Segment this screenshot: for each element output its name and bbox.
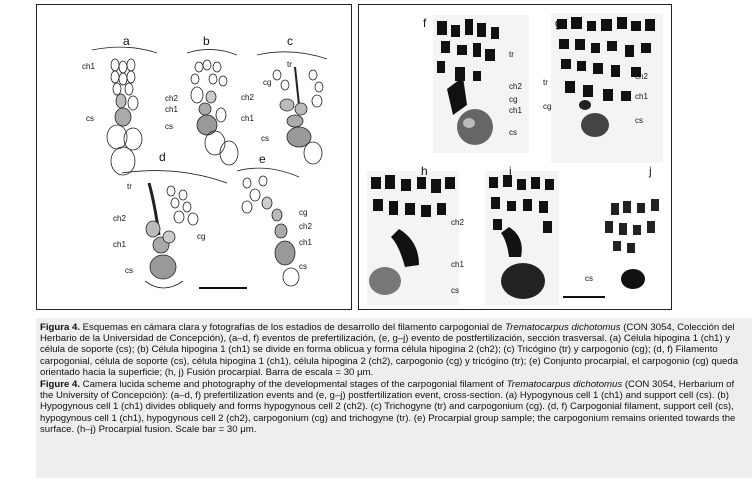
- label-ch1: ch1: [241, 114, 254, 123]
- panel-letter-e: e: [259, 152, 266, 166]
- label-ch2: ch2: [165, 94, 178, 103]
- panel-letter-d: d: [159, 150, 166, 164]
- caption-text-en-1: Camera lucida scheme and photography of the developmental stages of the carpogonial filament of: [79, 379, 507, 391]
- panel-letter-b: b: [203, 34, 210, 48]
- caption-label-es: Figura 4.: [40, 322, 80, 333]
- label-cs: cs: [165, 122, 173, 131]
- label-cg: cg: [263, 78, 272, 87]
- label-ch2: ch2: [635, 72, 648, 81]
- label-cs: cs: [86, 114, 94, 123]
- panel-letter-c: c: [287, 34, 293, 48]
- photo-g: [551, 13, 663, 163]
- figure-caption: [36, 318, 752, 478]
- label-ch1: ch1: [165, 105, 178, 114]
- label-ch1: ch1: [299, 238, 312, 247]
- label-ch2: ch2: [113, 214, 126, 223]
- sketch-panel: [36, 4, 352, 310]
- caption-english: [40, 379, 748, 435]
- label-cs: cs: [299, 262, 307, 271]
- label-ch2: ch2: [299, 222, 312, 231]
- species-name: Trematocarpus dichotomus: [506, 379, 623, 391]
- photo-panel: [358, 4, 672, 310]
- label-ch1: ch1: [635, 92, 648, 101]
- panel-letter-j: j: [649, 164, 652, 178]
- panel-letter-f: f: [423, 16, 427, 30]
- caption-spanish: [40, 322, 748, 378]
- photo-h: [367, 171, 459, 305]
- photo-micrographs: [359, 5, 671, 309]
- label-tr: tr: [127, 182, 132, 191]
- caption-label-en: Figure 4.: [40, 379, 80, 391]
- label-cg: cg: [543, 102, 552, 111]
- label-cs: cs: [125, 266, 133, 275]
- label-cg: cg: [509, 95, 518, 104]
- label-ch1: ch1: [509, 106, 522, 115]
- caption-text-es-1: Esquemas en cámara clara y fotografías de los estadios de desarrollo del filamento carpogonial de: [79, 322, 506, 333]
- species-name: Trematocarpus dichotomus: [505, 322, 621, 333]
- panel-letter-a: a: [123, 34, 130, 48]
- caption-text-es-2: (CON 3054, Colección del Herbario de la Universidad de Concepción), (a–d, f) eventos de prefertilización, (e, g–j) evento de postfertilización, sección trasversal. (a) Célula hipogina 1 (ch1) y célula de soporte (cs); (b) Célula hipogina 1 (ch1) se divide en forma oblicua y forma célula hipogina 2 (ch2); (c) Tricógino (tr) y carpogonio (cg); (d, f) Filamento carpogonial, célula de soporte (cs), célula hipogina 1 (ch1), célula hipogina 2 (ch2), carpogonio (cg) y tricógino (tr); (e) Conjunto procarpial, el carpogonio (cg) queda orientado hacia la superficie; (h, j) Fusión procarpial. Barra de escala = 30 μm.: [40, 322, 739, 378]
- label-cs: cs: [635, 116, 643, 125]
- label-ch2: ch2: [241, 93, 254, 102]
- label-cs: cs: [585, 274, 593, 283]
- label-tr: tr: [509, 50, 514, 59]
- label-tr: tr: [287, 60, 292, 69]
- label-ch2: ch2: [509, 82, 522, 91]
- panel-letter-h: h: [421, 164, 428, 178]
- label-cg: cg: [299, 208, 308, 217]
- panel-letter-i: i: [509, 164, 512, 178]
- label-cg: cg: [197, 232, 206, 241]
- label-ch2: ch2: [451, 218, 464, 227]
- photo-i: [485, 171, 559, 305]
- caption-text-en-2: (CON 3054, Herbarium of the University of Concepción): (a–d, f) prefertilization events and (e, g–j) postfertilization event, cross-section. (a) Hypogynous cell 1 (ch1) and support cell (cs). (b) Hypogynous cell 1 (ch1) divides obliquely and forms hypogynous cell 2 (ch2). (c) Trichogyne (tr) and carpogonium (cg). (d, f) Carpogonial filament, support cell (cs), hypogynous cell 1 (ch1), hypogynous cell 2 (ch2), carpogonium (cg) and trichogyne (tr). (e) Procarpial group sample; the carpogonium remains oriented towards the surface. (h–j) Procarpial fusion. Scale bar = 30 μm.: [40, 379, 736, 435]
- label-cs: cs: [451, 286, 459, 295]
- label-ch1: ch1: [82, 62, 95, 71]
- label-cs: cs: [509, 128, 517, 137]
- panel-letter-g: g: [555, 16, 562, 30]
- label-cs: cs: [261, 134, 269, 143]
- photo-j: [583, 171, 667, 305]
- label-tr: tr: [543, 78, 548, 87]
- sketch-drawings: [37, 5, 351, 309]
- label-ch1: ch1: [451, 260, 464, 269]
- label-ch1: ch1: [113, 240, 126, 249]
